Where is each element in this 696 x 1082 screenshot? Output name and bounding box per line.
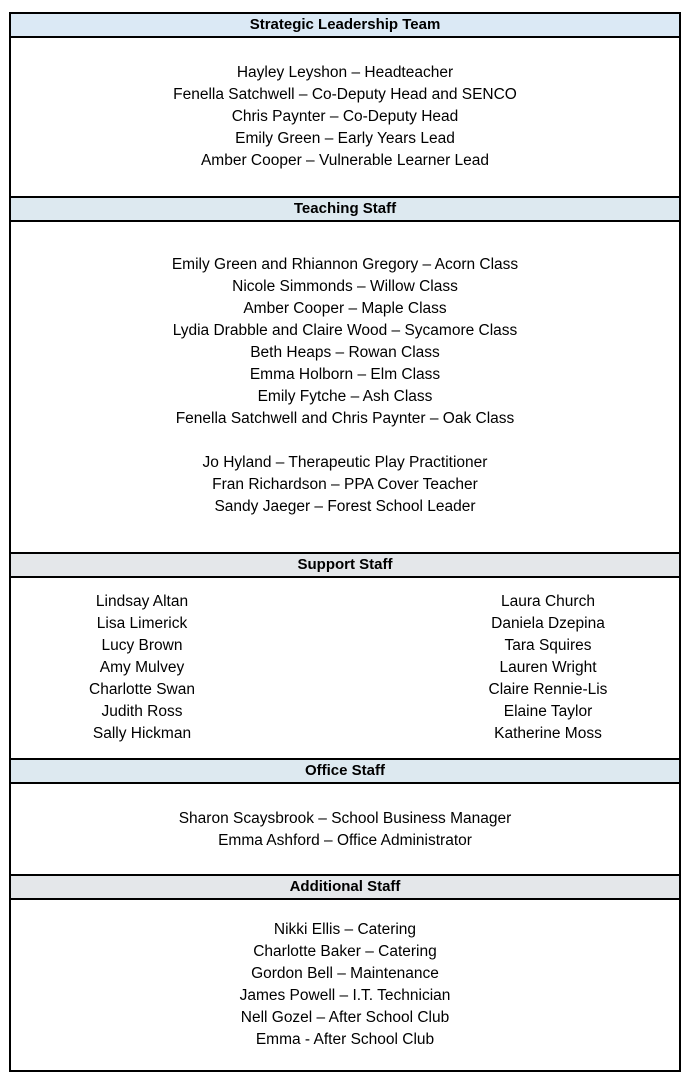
staff-line: Sharon Scaysbrook – School Business Manager xyxy=(178,810,512,827)
class-line: Emma Holborn – Elm Class xyxy=(249,366,441,383)
staff-line: Nell Gozel – After School Club xyxy=(240,1009,450,1026)
section-header-office xyxy=(11,760,679,784)
section-header-teaching xyxy=(11,198,679,222)
staff-name: Lucy Brown xyxy=(101,637,183,654)
class-line: Emily Green and Rhiannon Gregory – Acorn Class xyxy=(171,256,519,273)
staff-name: Amy Mulvey xyxy=(99,659,185,676)
office-title: Office Staff xyxy=(304,762,385,779)
staff-name: Katherine Moss xyxy=(494,725,602,742)
staff-name: Claire Rennie-Lis xyxy=(488,681,608,698)
section-header-leadership xyxy=(11,14,679,38)
class-line: Beth Heaps – Rowan Class xyxy=(250,344,440,361)
staff-line: Emma Ashford – Office Administrator xyxy=(218,832,472,849)
staff-line: Fenella Satchwell – Co-Deputy Head and SENCO xyxy=(173,86,517,103)
section-leadership xyxy=(11,38,679,198)
support-column-left xyxy=(11,591,345,745)
staff-line: James Powell – I.T. Technician xyxy=(239,987,451,1004)
section-additional xyxy=(11,900,679,1070)
staff-line: Jo Hyland – Therapeutic Play Practitioner xyxy=(202,454,488,471)
section-header-additional xyxy=(11,876,679,900)
section-office xyxy=(11,784,679,876)
class-line: Amber Cooper – Maple Class xyxy=(243,300,447,317)
class-line: Nicole Simmonds – Willow Class xyxy=(232,278,458,295)
support-columns xyxy=(11,591,679,745)
section-header-support xyxy=(11,554,679,578)
leadership-title: Strategic Leadership Team xyxy=(249,16,441,33)
staff-line: Nikki Ellis – Catering xyxy=(273,921,417,938)
staff-name: Judith Ross xyxy=(101,703,183,720)
staff-name: Lindsay Altan xyxy=(95,593,189,610)
class-line: Fenella Satchwell and Chris Paynter – Oak Class xyxy=(175,410,515,427)
staff-line: Emily Green – Early Years Lead xyxy=(235,130,455,147)
staff-name: Elaine Taylor xyxy=(503,703,593,720)
staff-name: Charlotte Swan xyxy=(89,681,195,698)
staff-line: Emma - After School Club xyxy=(255,1031,435,1048)
teaching-title: Teaching Staff xyxy=(293,200,397,217)
staff-name: Daniela Dzepina xyxy=(491,615,605,632)
staff-name: Lisa Limerick xyxy=(96,615,188,632)
section-teaching xyxy=(11,222,679,554)
class-line: Emily Fytche – Ash Class xyxy=(257,388,433,405)
staff-line: Hayley Leyshon – Headteacher xyxy=(236,64,454,81)
staff-line: Chris Paynter – Co-Deputy Head xyxy=(231,108,459,125)
staff-line: Fran Richardson – PPA Cover Teacher xyxy=(212,476,478,493)
class-line: Lydia Drabble and Claire Wood – Sycamore Class xyxy=(172,322,518,339)
support-column-right xyxy=(345,591,679,745)
staff-line: Sandy Jaeger – Forest School Leader xyxy=(214,498,476,515)
staff-name: Sally Hickman xyxy=(92,725,192,742)
section-support xyxy=(11,578,679,760)
support-title: Support Staff xyxy=(297,556,393,573)
staff-name: Laura Church xyxy=(501,593,595,610)
staff-name: Lauren Wright xyxy=(499,659,597,676)
additional-title: Additional Staff xyxy=(289,878,401,895)
staff-line: Amber Cooper – Vulnerable Learner Lead xyxy=(200,152,490,169)
staff-line: Charlotte Baker – Catering xyxy=(253,943,437,960)
staff-name: Tara Squires xyxy=(504,637,592,654)
spacer xyxy=(11,430,679,452)
staff-line: Gordon Bell – Maintenance xyxy=(251,965,439,982)
staff-table xyxy=(9,12,681,1072)
